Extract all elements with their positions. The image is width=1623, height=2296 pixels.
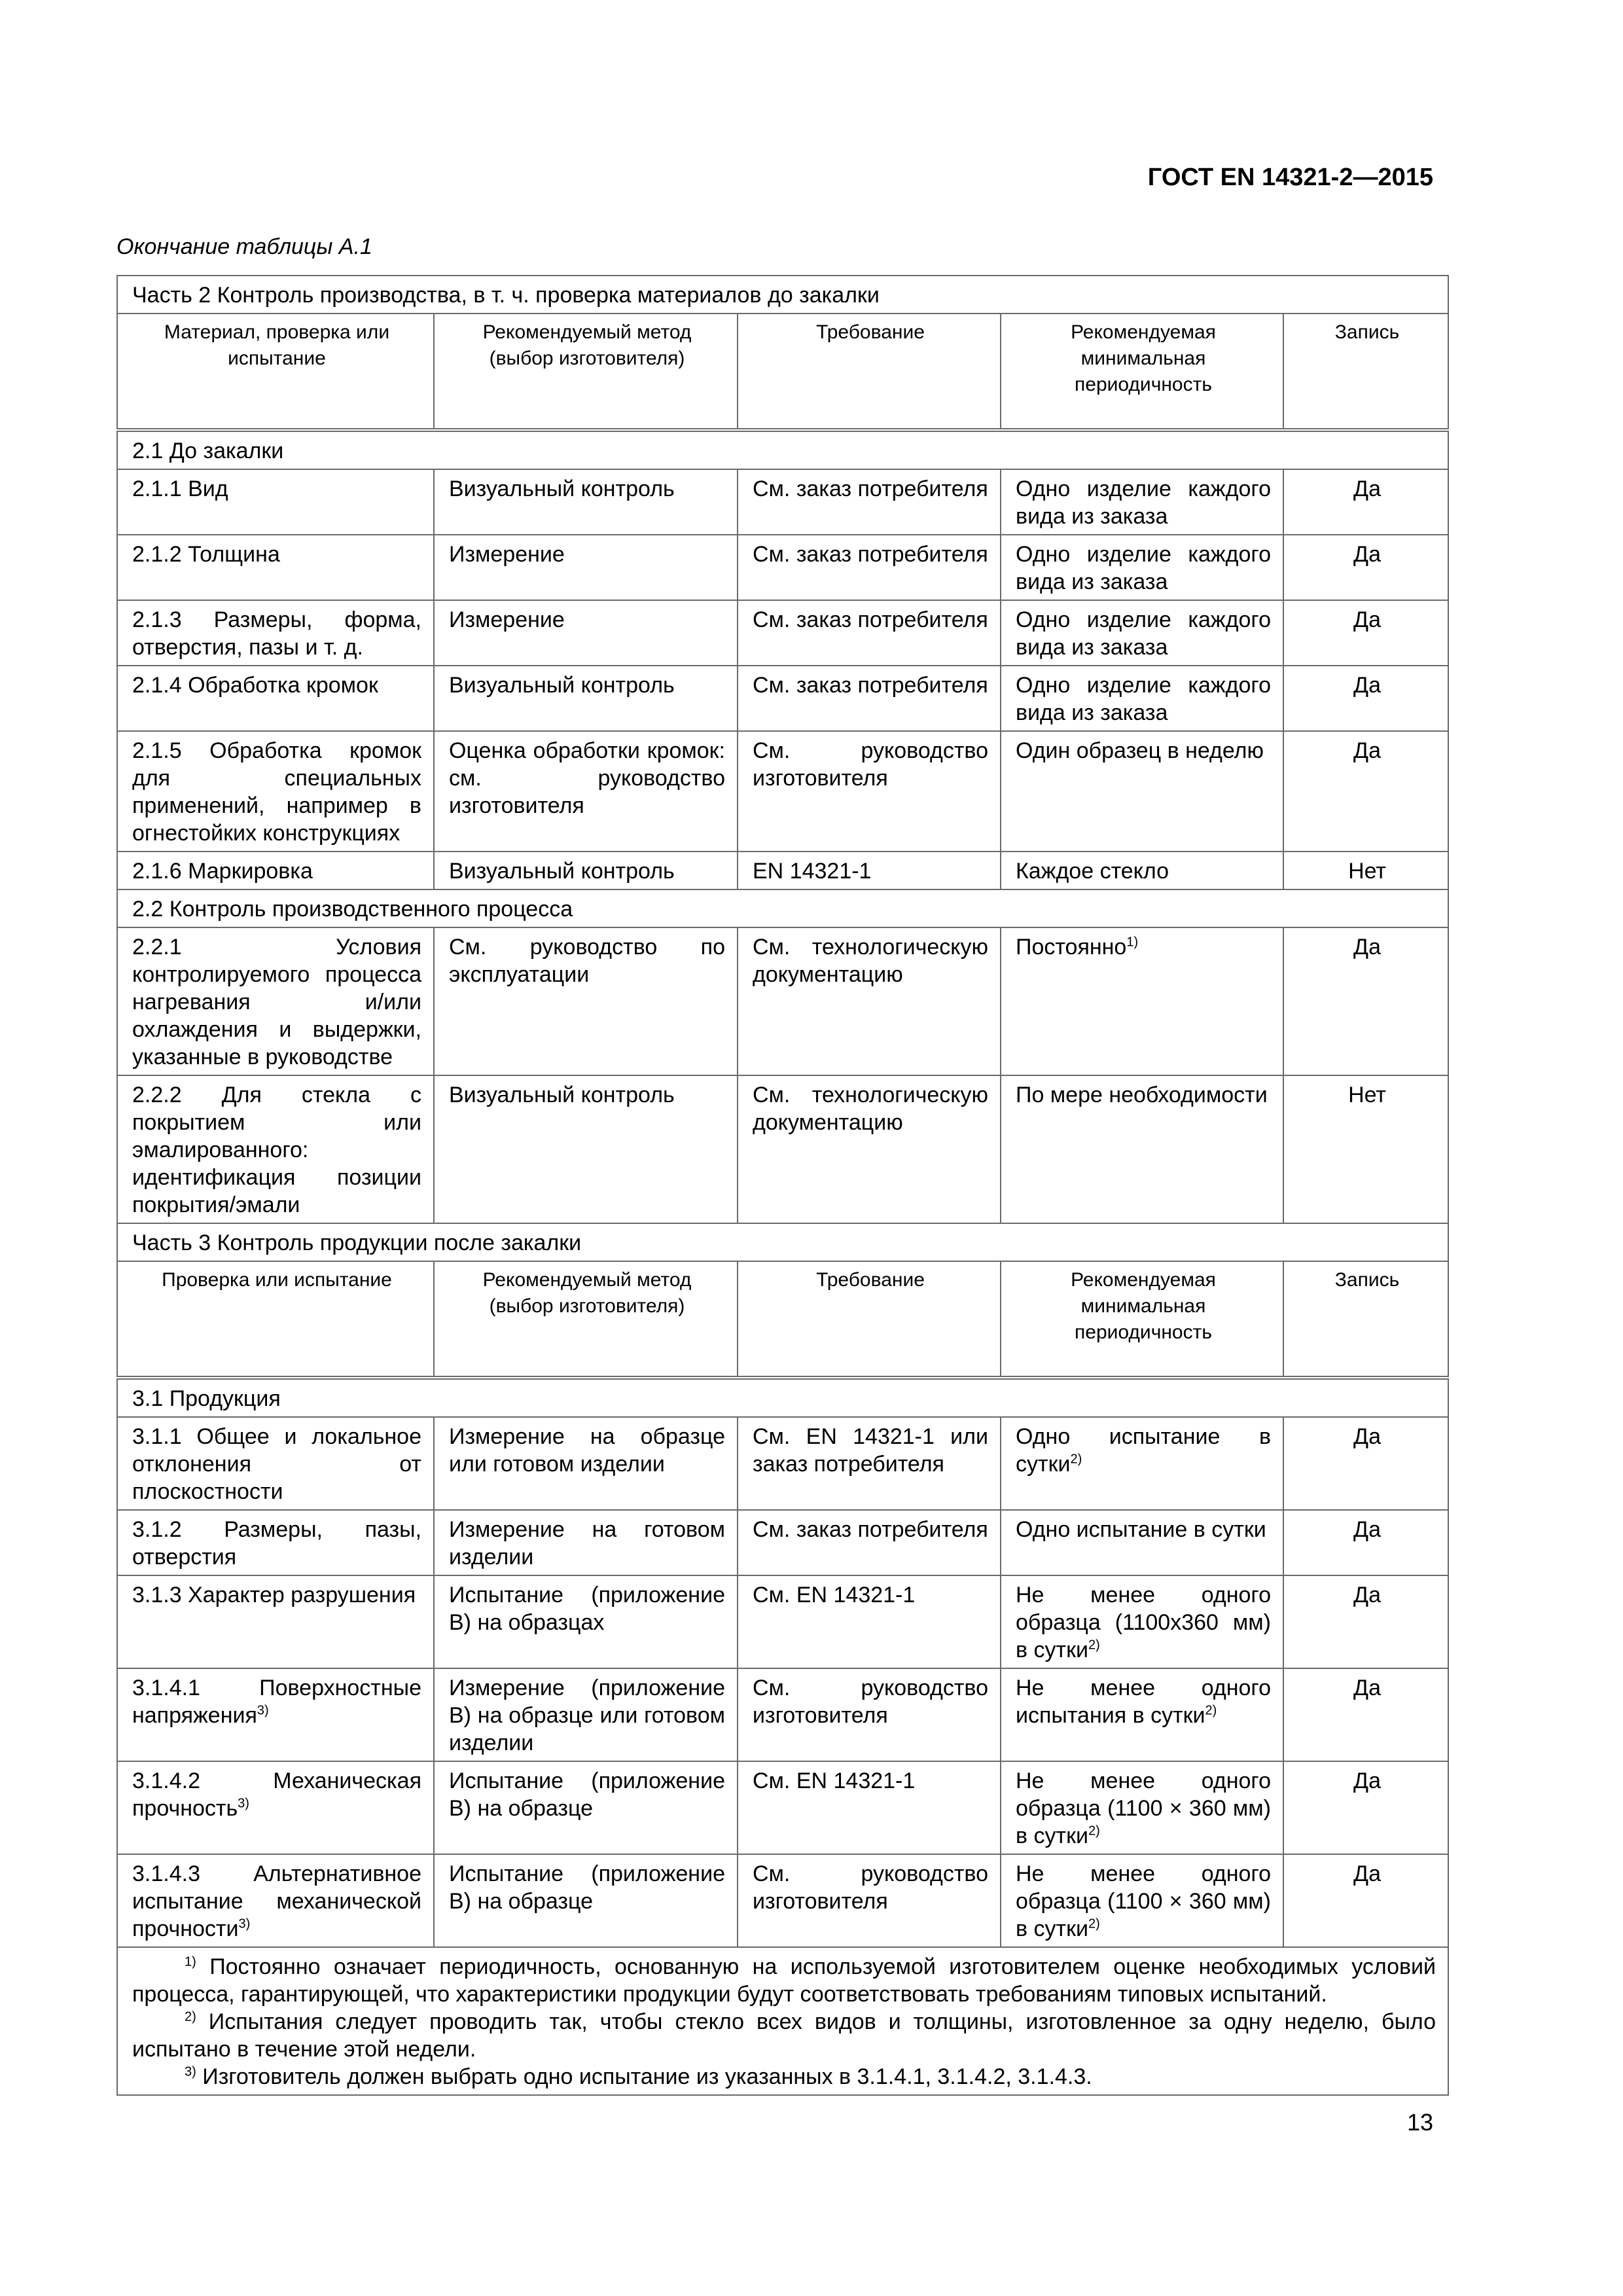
footnote-ref: 3)	[257, 1703, 269, 1718]
cell: Да	[1283, 731, 1448, 852]
cell: Измерение	[434, 600, 738, 666]
footnote-ref: 2)	[1088, 1916, 1100, 1931]
cell: 2.1.5 Обработка кромок для специальных применений, например в огнестойких конструкциях	[117, 731, 434, 852]
cell	[117, 1854, 434, 1947]
cell: 2.2.2 Для стекла с покрытием или эмалированного: идентификация позиции покрытия/эмали	[117, 1075, 434, 1223]
cell: Измерение	[434, 535, 738, 600]
section-row	[117, 430, 1448, 469]
part2-title: Часть 2 Контроль производства, в т. ч. проверка материалов до закалки	[117, 276, 1448, 314]
cell: Испытание (приложение В) на образце	[434, 1761, 738, 1854]
document-code: ГОСТ EN 14321-2—2015	[1147, 164, 1433, 191]
table-row	[117, 1417, 1448, 1510]
cell-text: 3.1.4.2 Механическая прочность	[132, 1768, 421, 1821]
column-header: Рекомендуемый метод (выбор изготовителя)	[434, 1261, 738, 1378]
cell: См. руководство изготовителя	[738, 1854, 1001, 1947]
cell: Да	[1283, 1575, 1448, 1668]
column-header: Запись	[1283, 314, 1448, 430]
cell: Одно изделие каждого вида из заказа	[1001, 600, 1283, 666]
cell: Да	[1283, 1668, 1448, 1761]
cell	[117, 1668, 434, 1761]
cell-text: Одно испытание в сутки	[1016, 1517, 1266, 1542]
cell: Да	[1283, 927, 1448, 1075]
cell: Каждое стекло	[1001, 852, 1283, 889]
table-row	[117, 731, 1448, 852]
cell-text: Не менее одного образца (1100 × 360 мм) в сутки	[1016, 1861, 1271, 1941]
column-header: Материал, проверка или испытание	[117, 314, 434, 430]
part3-header-row	[117, 1261, 1448, 1378]
column-header: Рекомендуемый метод (выбор изготовителя)	[434, 314, 738, 430]
part2-title-row	[117, 276, 1448, 314]
footnote-ref: 2)	[1088, 1823, 1100, 1839]
footnote-ref: 2)	[1205, 1703, 1217, 1718]
cell: См. заказ потребителя	[738, 535, 1001, 600]
footnote-ref: 1)	[1126, 935, 1139, 950]
cell-text: Одно испытание в сутки	[1016, 1424, 1271, 1477]
cell: Испытание (приложение В) на образце	[434, 1854, 738, 1947]
cell-text: 3.1.3 Характер разрушения	[132, 1583, 416, 1607]
cell: Да	[1283, 666, 1448, 731]
cell: Да	[1283, 469, 1448, 535]
cell	[1001, 1761, 1283, 1854]
cell: См. руководство изготовителя	[738, 731, 1001, 852]
cell: См. EN 14321-1	[738, 1575, 1001, 1668]
column-header: Запись	[1283, 1261, 1448, 1378]
cell-text: 3.1.2 Размеры, пазы, отверстия	[132, 1517, 421, 1570]
table-row	[117, 1761, 1448, 1854]
column-header: Рекомендуемая минимальная периодичность	[1001, 1261, 1283, 1378]
section-title: 3.1 Продукция	[117, 1378, 1448, 1417]
part3-title: Часть 3 Контроль продукции после закалки	[117, 1223, 1448, 1261]
footnote	[132, 2063, 1436, 2090]
table-caption: Окончание таблицы А.1	[116, 234, 372, 259]
column-header: Проверка или испытание	[117, 1261, 434, 1378]
cell: Да	[1283, 600, 1448, 666]
column-header: Требование	[738, 1261, 1001, 1378]
cell: Визуальный контроль	[434, 666, 738, 731]
cell	[1001, 1417, 1283, 1510]
cell	[1001, 1510, 1283, 1575]
column-header: Рекомендуемая минимальная периодичность	[1001, 314, 1283, 430]
footnote-ref: 3)	[238, 1796, 249, 1811]
cell: См. руководство по эксплуатации	[434, 927, 738, 1075]
cell: Нет	[1283, 1075, 1448, 1223]
section-row	[117, 889, 1448, 927]
footnote-ref: 2)	[1070, 1452, 1082, 1467]
cell	[1001, 927, 1283, 1075]
cell: Одно изделие каждого вида из заказа	[1001, 535, 1283, 600]
footnote-ref: 2)	[1088, 1638, 1100, 1653]
table-row	[117, 1854, 1448, 1947]
cell: 2.2.1 Условия контролируемого процесса нагревания и/или охлаждения и выдержки, указанные в руководстве	[117, 927, 434, 1075]
cell: См. EN 14321-1 или заказ потребителя	[738, 1417, 1001, 1510]
column-header: Требование	[738, 314, 1001, 430]
table-row	[117, 927, 1448, 1075]
table-row	[117, 1075, 1448, 1223]
cell: 2.1.4 Обработка кромок	[117, 666, 434, 731]
footnote-text: Постоянно означает периодичность, основанную на используемой изготовителем оценке необходимых условий процесса, гарантирующей, что характеристики продукции будут соответствовать требованиям типовых испытаний.	[132, 1954, 1436, 2007]
section-title: 2.2 Контроль производственного процесса	[117, 889, 1448, 927]
cell: Один образец в неделю	[1001, 731, 1283, 852]
cell: Да	[1283, 1761, 1448, 1854]
table-row	[117, 600, 1448, 666]
cell: Да	[1283, 1854, 1448, 1947]
cell: См. заказ потребителя	[738, 469, 1001, 535]
cell: Визуальный контроль	[434, 1075, 738, 1223]
cell: 2.1.2 Толщина	[117, 535, 434, 600]
cell-text: Не менее одного испытания в сутки	[1016, 1676, 1271, 1728]
footnotes	[117, 1947, 1448, 2095]
cell	[1001, 1668, 1283, 1761]
footnote-mark: 2)	[185, 2009, 196, 2024]
cell: Измерение на образце или готовом изделии	[434, 1417, 738, 1510]
footnote-mark: 1)	[185, 1954, 196, 1969]
cell: См. заказ потребителя	[738, 1510, 1001, 1575]
part2-header-row	[117, 314, 1448, 430]
cell: Испытание (приложение В) на образцах	[434, 1575, 738, 1668]
cell: По мере необходимости	[1001, 1075, 1283, 1223]
cell: См. технологическую документацию	[738, 1075, 1001, 1223]
cell-text: 3.1.4.3 Альтернативное испытание механической прочности	[132, 1861, 421, 1941]
part3-title-row	[117, 1223, 1448, 1261]
cell: 2.1.1 Вид	[117, 469, 434, 535]
cell: Да	[1283, 1417, 1448, 1510]
cell: 2.1.6 Маркировка	[117, 852, 434, 889]
page-number: 13	[1406, 2109, 1433, 2136]
table-row	[117, 469, 1448, 535]
cell-text: 3.1.4.1 Поверхностные напряжения	[132, 1676, 421, 1728]
cell	[117, 1417, 434, 1510]
cell: См. руководство изготовителя	[738, 1668, 1001, 1761]
cell: См. заказ потребителя	[738, 666, 1001, 731]
cell-text: Постоянно	[1016, 935, 1127, 960]
cell	[117, 1761, 434, 1854]
table-row	[117, 852, 1448, 889]
cell: См. EN 14321-1	[738, 1761, 1001, 1854]
cell-text: Не менее одного образца (1100 × 360 мм) в сутки	[1016, 1768, 1271, 1848]
cell	[117, 1575, 434, 1668]
footnote-mark: 3)	[185, 2064, 196, 2079]
cell: Измерение на готовом изделии	[434, 1510, 738, 1575]
cell-text: Не менее одного образца (1100x360 мм) в сутки	[1016, 1583, 1271, 1662]
footnote-text: Изготовитель должен выбрать одно испытание из указанных в 3.1.4.1, 3.1.4.2, 3.1.4.3.	[202, 2064, 1092, 2089]
cell	[1001, 1575, 1283, 1668]
cell: EN 14321-1	[738, 852, 1001, 889]
table-row	[117, 1510, 1448, 1575]
footnote-text: Испытания следует проводить так, чтобы стекло всех видов и толщины, изготовленное за одну неделю, было испытано в течение этой недели.	[132, 2009, 1436, 2062]
cell-text: 3.1.1 Общее и локальное отклонения от плоскостности	[132, 1424, 421, 1504]
cell: Визуальный контроль	[434, 469, 738, 535]
cell: Да	[1283, 1510, 1448, 1575]
cell: Визуальный контроль	[434, 852, 738, 889]
table-row	[117, 1668, 1448, 1761]
cell: Одно изделие каждого вида из заказа	[1001, 666, 1283, 731]
footnote-ref: 3)	[238, 1916, 251, 1931]
table-a1	[116, 275, 1449, 2096]
section-title: 2.1 До закалки	[117, 430, 1448, 469]
cell	[1001, 1854, 1283, 1947]
footnotes-row	[117, 1947, 1448, 2095]
cell: Да	[1283, 535, 1448, 600]
table-row	[117, 666, 1448, 731]
table-row	[117, 1575, 1448, 1668]
cell: См. технологическую документацию	[738, 927, 1001, 1075]
section-row	[117, 1378, 1448, 1417]
cell: Измерение (приложение В) на образце или готовом изделии	[434, 1668, 738, 1761]
cell: Одно изделие каждого вида из заказа	[1001, 469, 1283, 535]
footnote	[132, 2008, 1436, 2063]
cell: Нет	[1283, 852, 1448, 889]
cell	[117, 1510, 434, 1575]
table-row	[117, 535, 1448, 600]
cell: Оценка обработки кромок: см. руководство изготовителя	[434, 731, 738, 852]
cell: 2.1.3 Размеры, форма, отверстия, пазы и т. д.	[117, 600, 434, 666]
footnote	[132, 1953, 1436, 2008]
cell: См. заказ потребителя	[738, 600, 1001, 666]
